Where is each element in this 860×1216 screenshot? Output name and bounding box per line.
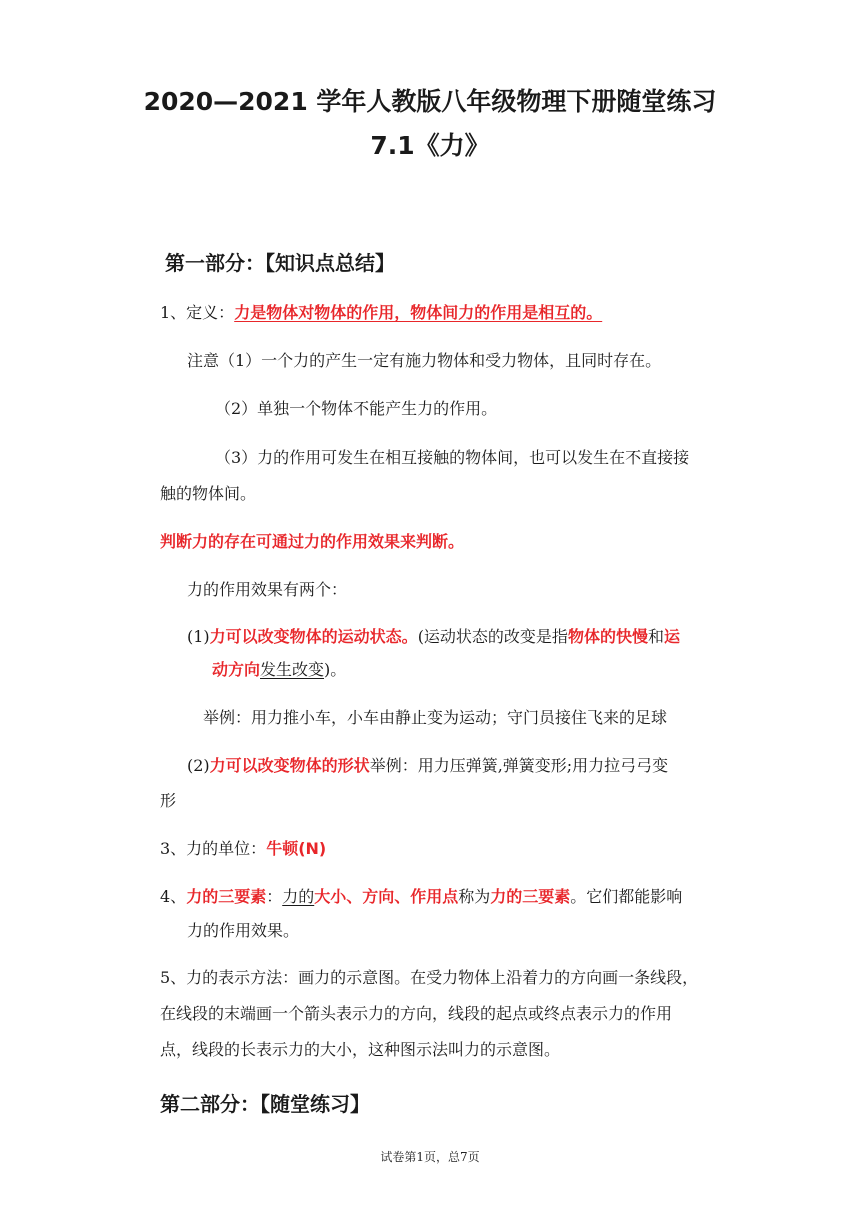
- document-subtitle: 7.1《力》: [370, 131, 490, 160]
- effect-1-line1: [187, 626, 680, 648]
- effect-1-paren: (运动状态的改变是指: [417, 627, 568, 646]
- representation-line1: 5、力的表示方法：画力的示意图。在受力物体上沿着力的方向画一条线段，: [160, 968, 699, 987]
- effect-2-line1: [187, 755, 668, 777]
- three-elements-line2: 力的作用效果。: [187, 921, 300, 940]
- three-elements-list: 大小、方向、作用点: [314, 887, 459, 906]
- page-footer: 试卷第1页，总7页: [380, 1150, 480, 1164]
- item4-colon: ：: [266, 887, 283, 906]
- effect-1-change: 发生改变: [260, 660, 325, 679]
- part2-heading: 第二部分：【随堂练习】: [160, 1092, 370, 1116]
- item4-de: 力的: [282, 887, 315, 906]
- effect-2-main: 力可以改变物体的形状: [209, 756, 370, 775]
- effects-intro: 力的作用效果有两个：: [187, 580, 348, 599]
- effect-2-number: (2): [187, 756, 210, 775]
- item1-prefix: 1、定义：: [160, 303, 235, 322]
- effect-1-direction-a: 运: [663, 627, 680, 646]
- effect-1-and: 和: [647, 627, 664, 646]
- note-1: 注意（1）一个力的产生一定有施力物体和受力物体，且同时存在。: [187, 351, 662, 370]
- effect-1-main: 力可以改变物体的运动状态。: [209, 627, 418, 646]
- definition-text: 力是物体对物体的作用，物体间力的作用是相互的。: [234, 303, 603, 322]
- example-1: 举例：用力推小车，小车由静止变为运动；守门员接住飞来的足球: [203, 708, 668, 727]
- item4-prefix: 4、: [160, 887, 187, 906]
- note-2: （2）单独一个物体不能产生力的作用。: [215, 399, 498, 418]
- effect-1-number: (1): [187, 627, 210, 646]
- effect-1-direction-b: 动方向: [212, 660, 261, 679]
- representation-line3: 点，线段的长表示力的大小，这种图示法叫力的示意图。: [160, 1040, 561, 1059]
- three-elements-label: 力的三要素: [186, 887, 267, 906]
- three-elements-label-2: 力的三要素: [490, 887, 571, 906]
- definition-line: [160, 302, 602, 324]
- unit-line: [160, 838, 326, 860]
- item4-called: 称为: [458, 887, 491, 906]
- effect-1-line2: [212, 659, 346, 681]
- document-title: 2020—2021 学年人教版八年级物理下册随堂练习: [143, 87, 717, 116]
- representation-line2: 在线段的末端画一个箭头表示力的方向，线段的起点或终点表示力的作用: [160, 1004, 673, 1023]
- unit-value: 牛顿(N): [266, 839, 327, 858]
- note-3-line1: （3）力的作用可发生在相互接触的物体间，也可以发生在不直接接: [215, 448, 690, 467]
- effect-2-line2: 形: [160, 791, 177, 810]
- item4-tail: 。它们都能影响: [570, 887, 683, 906]
- three-elements-line1: [160, 886, 682, 908]
- note-3-line2: 触的物体间。: [160, 484, 257, 503]
- effect-2-example: 举例：用力压弹簧,弹簧变形;用力拉弓弓变: [369, 756, 669, 775]
- part1-heading: 第一部分：【知识点总结】: [165, 251, 395, 275]
- judge-line: 判断力的存在可通过力的作用效果来判断。: [160, 532, 465, 551]
- effect-1-speed: 物体的快慢: [567, 627, 648, 646]
- effect-1-close: )。: [324, 660, 347, 679]
- item3-prefix: 3、力的单位：: [160, 839, 267, 858]
